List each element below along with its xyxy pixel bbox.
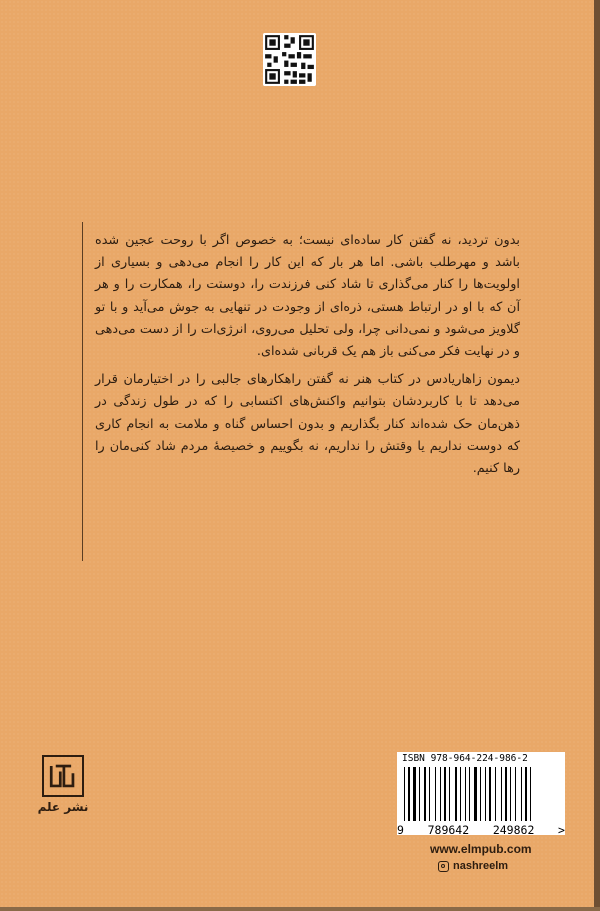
barcode-digits <box>397 823 565 837</box>
barcode-digit-group: 249862 <box>492 823 535 837</box>
page-edge-right <box>594 0 600 911</box>
barcode-digit-group: > <box>558 823 565 837</box>
page-edge-bottom <box>0 907 600 911</box>
barcode-digit-group: 9 <box>397 823 404 837</box>
blurb-text <box>82 222 520 561</box>
barcode-icon <box>402 767 556 821</box>
isbn-label: ISBN 978-964-224-986-2 <box>402 753 528 764</box>
blurb-paragraph-2: دیمون زاهاریادس در کتاب هنر نه گفتن راهکارهای جالبی را در اختیارمان قرار می‌دهد تا با کاربردشان بتوانیم واکنش‌های اکتسابی را که در طول زندگی در ذهن‌مان حک شده‌اند کنار بگذاریم و بدون احساس گناه و ملامت به انجام کاری که دوست نداریم یا وقتش را نداریم، نه بگوییم و خصیصهٔ مردم شاد کنی‌مان را رها کنیم. <box>95 372 520 477</box>
publisher-instagram <box>438 860 508 872</box>
publisher-name: نشر علم <box>37 800 89 814</box>
qr-code-icon <box>263 33 316 86</box>
instagram-icon <box>438 861 449 872</box>
barcode-digit-group: 789642 <box>427 823 470 837</box>
publisher-website: www.elmpub.com <box>430 842 532 856</box>
publisher-logo-icon <box>42 755 84 797</box>
blurb-paragraph-1: بدون تردید، نه گفتن کار ساده‌ای نیست؛ به خصوص اگر با روحت عجین شده باشد و مهرطلب باشی. اما هر بار که این کار را انجام می‌دهی و بسیاری از اولویت‌ها را کنار می‌گذاری تا شاد کنی فرزندت را، دوستت را، همکارت را و هر آن که با او در ارتباط هستی، ذره‌ای از وجودت در تنهایی به جوش می‌آید و با تو گلاویز می‌شود و نمی‌دانی چرا، ولی تحلیل می‌روی، انرژی‌ات را از دست می‌دهی و در نهایت فکر می‌کنی باز هم یک قربانی شده‌ای. <box>95 233 520 360</box>
instagram-handle: nashreelm <box>453 860 509 872</box>
